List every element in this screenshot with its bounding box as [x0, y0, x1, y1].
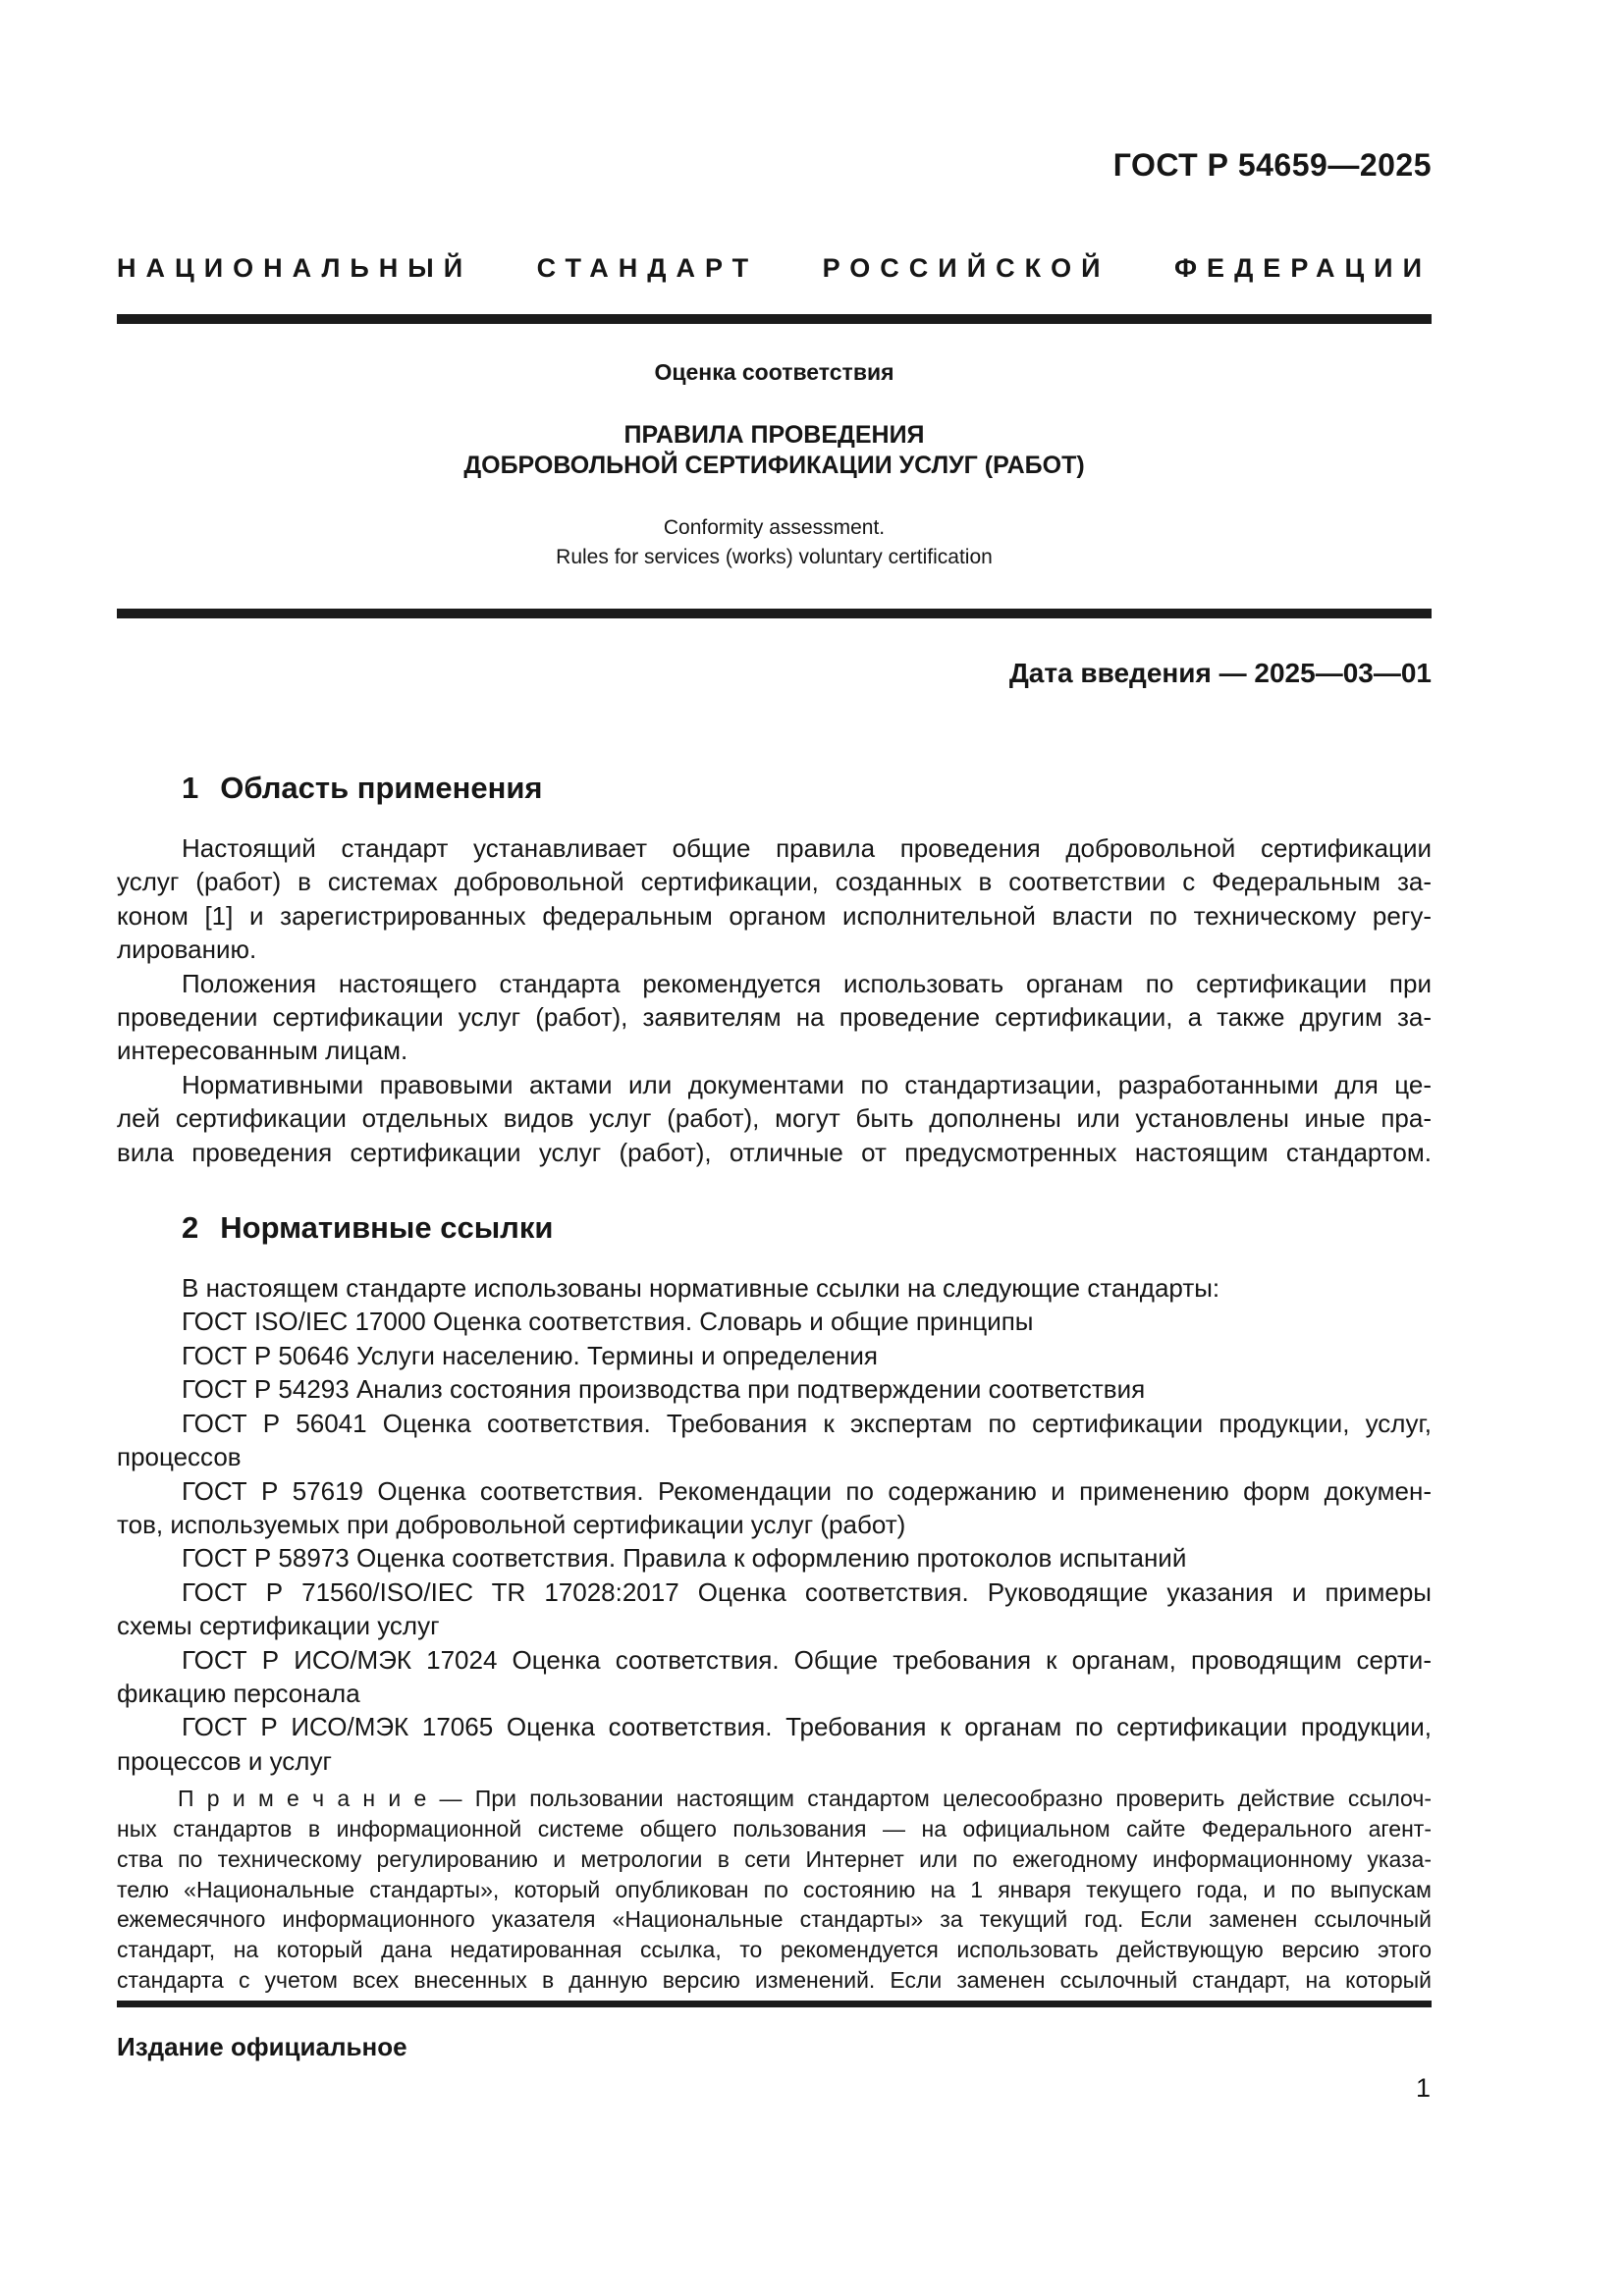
text-line: интересованным лицам. [117, 1036, 408, 1066]
main-title-line: ПРАВИЛА ПРОВЕДЕНИЯ [623, 421, 925, 449]
banner-word: ФЕДЕРАЦИИ [1174, 253, 1432, 283]
text-line: стандарта с учетом всех внесенных в данную версию изменений. Если заменен ссылочный стандарт, на который [117, 1966, 1432, 1993]
text-line: фикацию персонала [117, 1678, 360, 1708]
main-title-en-line: Rules for services (works) voluntary certification [556, 546, 993, 568]
national-standard-banner [117, 253, 1432, 284]
paragraph [117, 1305, 1432, 1338]
text-line: тов, используемых при добровольной сертификации услуг (работ) [117, 1509, 906, 1539]
edition-note: Издание официальное [117, 2032, 407, 2061]
text-line: схемы сертификации услуг [117, 1611, 440, 1641]
section-title: Нормативные ссылки [220, 1210, 554, 1246]
text-line: ежемесячного информационного указателя «Национальные стандарты» за текущий год. Если заменен ссылочный [117, 1906, 1432, 1933]
text-line: коном [1] и зарегистрированных федеральным органом исполнительной власти по техническому регу- [117, 900, 1432, 931]
paragraph [117, 1575, 1432, 1643]
text-line: лей сертификации отдельных видов услуг (работ), могут быть дополнены или установлены иные пра- [117, 1103, 1432, 1134]
main-title-en [117, 513, 1432, 572]
paragraph [117, 1407, 1432, 1474]
text-line: проведении сертификации услуг (работ), заявителям на проведение сертификации, а также другим за- [117, 1002, 1432, 1033]
paragraph [117, 1474, 1432, 1542]
paragraph [117, 1710, 1432, 1778]
text-line: ных стандартов в информационной системе общего пользования — на официальном сайте Федерального агент- [117, 1815, 1432, 1842]
paragraph [117, 1541, 1432, 1575]
text-line: телю «Национальные стандарты», который опубликован по состоянию на 1 января текущего года, и по выпускам [117, 1876, 1432, 1902]
paragraph [117, 967, 1432, 1068]
section-number: 2 [182, 1210, 199, 1246]
note [117, 1784, 1432, 1996]
text-line: ГОСТ Р 56041 Оценка соответствия. Требования к экспертам по сертификации продукции, услуг, [182, 1408, 1432, 1438]
subject-title: Оценка соответствия [654, 359, 894, 385]
main-title-line: ДОБРОВОЛЬНОЙ СЕРТИФИКАЦИИ УСЛУГ (РАБОТ) [463, 452, 1085, 479]
text-line: ГОСТ Р ИСО/МЭК 17065 Оценка соответствия. Требования к органам по сертификации продукции, [182, 1712, 1432, 1742]
section-title: Область применения [220, 771, 543, 805]
banner-word: РОССИЙСКОЙ [822, 253, 1110, 283]
effective-date: Дата введения — 2025—03—01 [1008, 658, 1432, 688]
text-line: Положения настоящего стандарта рекомендуется использовать органам по сертификации при [182, 968, 1432, 998]
text-line: Настоящий стандарт устанавливает общие правила проведения добровольной сертификации [182, 833, 1432, 863]
text-line: стандарт, на который дана недатированная ссылка, то рекомендуется использовать действующую версию этого [117, 1937, 1432, 1963]
text-line: лированию. [117, 934, 257, 965]
main-title [117, 420, 1432, 481]
paragraph [117, 1643, 1432, 1711]
text-line: Нормативными правовыми актами или документами по стандартизации, разработанными для це- [182, 1069, 1432, 1099]
doc-number: ГОСТ Р 54659—2025 [1112, 147, 1432, 183]
text-line: ГОСТ Р 57619 Оценка соответствия. Рекомендации по содержанию и применению форм докумен- [182, 1475, 1432, 1506]
text-line: вила проведения сертификации услуг (работ), отличные от предусмотренных настоящим стандартом. [117, 1137, 1432, 1167]
section-number: 1 [182, 771, 199, 805]
footer-rule [117, 2001, 1432, 2007]
page-number: 1 [1415, 2073, 1431, 2103]
text-line: ГОСТ Р 50646 Услуги населению. Термины и определения [182, 1340, 879, 1370]
paragraph [117, 1271, 1432, 1305]
text-line: услуг (работ) в системах добровольной сертификации, созданных в соответствии с Федеральным за- [117, 867, 1432, 897]
paragraph [117, 1372, 1432, 1406]
text-line: П р и м е ч а н и е — При пользовании настоящим стандартом целесообразно проверить действие ссылоч- [178, 1786, 1432, 1812]
section-heading-2 [182, 1210, 1432, 1246]
section-heading-1 [182, 771, 1432, 806]
text-line: процессов [117, 1442, 242, 1472]
text-line: В настоящем стандарте использованы нормативные ссылки на следующие стандарты: [182, 1273, 1220, 1304]
header-rule [117, 314, 1432, 324]
text-line: ГОСТ Р 71560/ISO/IEC TR 17028:2017 Оценка соответствия. Руководящие указания и примеры [182, 1576, 1432, 1607]
paragraph [117, 831, 1432, 967]
paragraph [117, 1339, 1432, 1372]
paragraph [117, 1068, 1432, 1169]
text-line: ства по техническому регулированию и метрологии в сети Интернет или по ежегодному информационному указа- [117, 1845, 1432, 1872]
text-line: ГОСТ Р 54293 Анализ состояния производства при подтверждении соответствия [182, 1374, 1146, 1405]
title-rule [117, 609, 1432, 618]
banner-word: НАЦИОНАЛЬНЫЙ [117, 253, 473, 283]
document-body [117, 771, 1432, 1996]
text-line: процессов и услуг [117, 1745, 332, 1776]
text-line: ГОСТ ISO/IEC 17000 Оценка соответствия. Словарь и общие принципы [182, 1307, 1034, 1337]
text-line: ГОСТ Р ИСО/МЭК 17024 Оценка соответствия. Общие требования к органам, проводящим серти- [182, 1644, 1432, 1675]
banner-word: СТАНДАРТ [536, 253, 759, 283]
text-line: ГОСТ Р 58973 Оценка соответствия. Правила к оформлению протоколов испытаний [182, 1543, 1187, 1574]
main-title-en-line: Conformity assessment. [663, 516, 886, 539]
